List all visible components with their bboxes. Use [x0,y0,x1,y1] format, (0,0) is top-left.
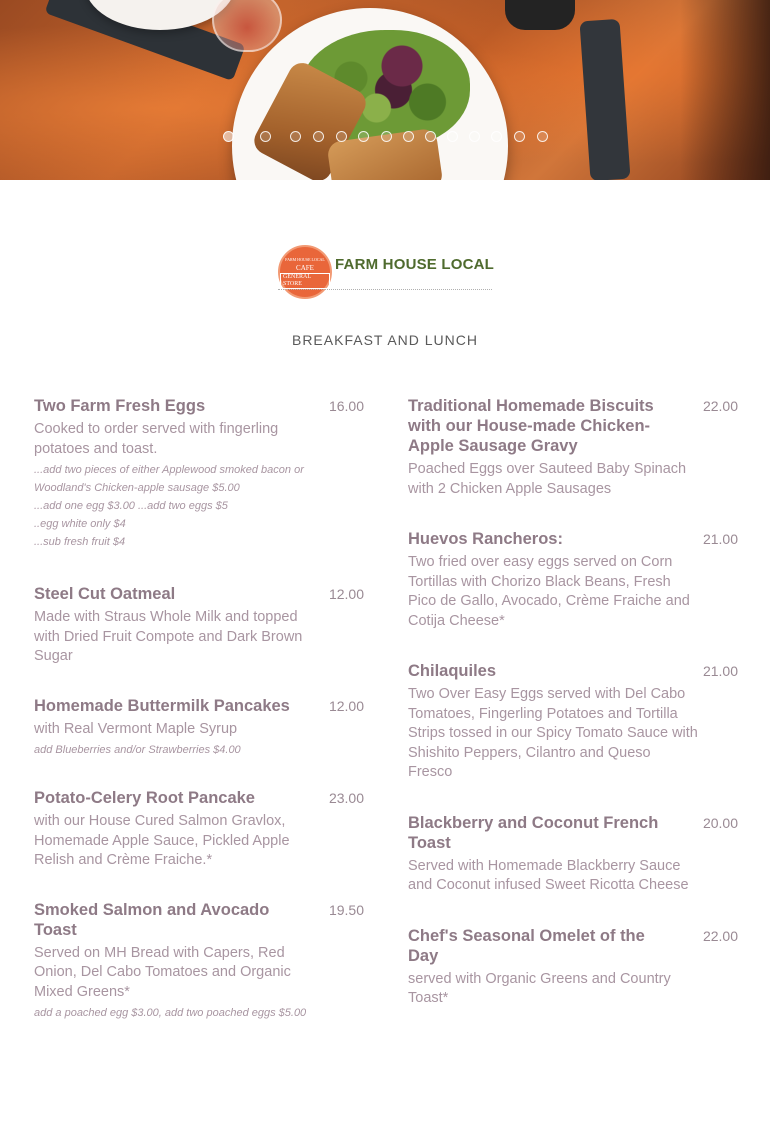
menu-item-description: Two Over Easy Eggs served with Del Cabo Tomatoes, Fingerling Potatoes and Tortilla Strips tossed in our Spicy Tomato Sauce with Shishito Peppers, Cilantro and Queso Fresco [408,686,698,780]
menu-item-notes [34,461,364,551]
menu-item-price: 20.00 [702,814,738,831]
menu-item-notes [34,1004,364,1022]
menu-item-description: with Real Vermont Maple Syrup [34,720,238,737]
menu-item-note: ...sub fresh fruit $4 [34,536,126,548]
slider-dot[interactable] [514,131,525,142]
menu-item-header [408,661,738,681]
menu-item-header [408,926,738,966]
menu-item-name: Traditional Homemade Biscuits with our House-made Chicken-Apple Sausage Gravy [408,397,654,455]
badge-mid-text: CAFE [296,263,314,272]
menu-item-description: Cooked to order served with fingerling potatoes and toast. [34,421,279,457]
menu-item-description: served with Organic Greens and Country Toast* [408,970,671,1006]
slider-dot[interactable] [381,131,392,142]
menu-item-description: Made with Straus Whole Milk and topped with Dried Fruit Compote and Dark Brown Sugar [34,609,303,664]
menu-item [34,696,364,760]
farm-house-local-logo[interactable] [278,245,495,301]
slider-dot[interactable] [447,131,458,142]
napkin-decoration [579,19,630,180]
menu-item [408,926,738,1009]
slider-dot[interactable] [223,131,234,142]
section-heading: BREAKFAST AND LUNCH [291,332,478,348]
menu-item-name: Huevos Rancheros: [408,530,563,548]
menu-item-description: with our House Cured Salmon Gravlox, Homemade Apple Sauce, Pickled Apple Relish and Crème Fraiche.* [34,813,290,868]
menu-item-note: ...add two pieces of either Applewood smoked bacon or Woodland's Chicken-apple sausage $5.00 [34,464,304,494]
menu-item-name: Chilaquiles [408,662,497,680]
menu-item [34,396,364,551]
menu-item-price: 16.00 [328,398,364,414]
menu-item-price: 19.50 [328,901,364,918]
badge-top-text: FARM HOUSE LOCAL [285,256,325,262]
menu-item-description: Two fried over easy eggs served on Corn Tortillas with Chorizo Black Beans, Fresh Pico de Gallo, Avocado, Crème Fraiche and Cotija Cheese* [408,554,690,629]
menu-item [408,661,738,783]
slider-dot[interactable] [491,131,502,142]
hero-slideshow [0,0,770,180]
menu-item-price: 21.00 [702,531,738,547]
menu-item-name: Steel Cut Oatmeal [34,585,176,603]
menu-item-name: Chef's Seasonal Omelet of the Day [408,926,645,965]
menu-item-header [34,788,364,808]
menu-item-price: 12.00 [328,586,364,602]
menu-item-price: 22.00 [702,927,738,944]
menu-item-description: Served with Homemade Blackberry Sauce and Coconut infused Sweet Ricotta Cheese [408,857,689,893]
menu-item-price: 12.00 [328,697,364,714]
menu-item-description: Served on MH Bread with Capers, Red Onion, Del Cabo Tomatoes and Organic Mixed Greens* [34,944,291,1000]
slider-dot[interactable] [403,131,414,142]
menu-item-price: 22.00 [702,398,738,414]
menu-item-price: 21.00 [702,663,738,679]
mug-decoration [505,0,575,30]
slider-dot[interactable] [537,131,548,142]
slider-dot[interactable] [290,131,301,142]
hero-shadow [680,0,770,180]
menu-item [34,788,364,871]
menu-item-notes [34,741,364,759]
logo-divider [278,289,492,290]
slider-dot[interactable] [336,131,347,142]
menu-item-header [408,529,738,549]
menu-item-header [34,900,364,940]
menu-item-note: ...add one egg $3.00 ...add two eggs $5 [34,500,228,512]
menu-item [34,584,364,667]
menu-item-name: Smoked Salmon and Avocado Toast [34,900,270,939]
menu-item-price: 23.00 [328,790,364,806]
menu-item-note: add Blueberries and/or Strawberries $4.00 [34,744,241,756]
menu-column-left [34,396,364,1022]
menu-item-name: Two Farm Fresh Eggs [34,397,206,415]
logo-badge-icon [278,245,332,299]
menu-item-note: ..egg white only $4 [34,518,126,530]
menu-item-name: Potato-Celery Root Pancake [34,789,255,807]
menu-column-right [408,396,738,1009]
menu-item-header [408,813,738,853]
wine-glass-decoration [212,0,282,52]
menu-item-header [34,696,364,716]
menu-item [408,529,738,631]
menu-item-header [34,584,364,604]
brand-name: FARM HOUSE LOCAL [335,256,495,273]
slider-dot[interactable] [358,131,369,142]
slider-dot[interactable] [425,131,436,142]
menu-item-note: add a poached egg $3.00, add two poached eggs $5.00 [34,1007,307,1019]
menu-item [408,396,738,499]
badge-bottom-text: GENERAL STORE [280,273,330,289]
menu-item-name: Homemade Buttermilk Pancakes [34,696,290,715]
slider-dot[interactable] [313,131,324,142]
slider-dot[interactable] [469,131,480,142]
menu-item-name: Blackberry and Coconut French Toast [408,813,659,852]
menu-item-header [34,396,364,416]
slider-pagination [0,131,770,143]
menu-item [34,900,364,1023]
menu-item-header [408,396,738,456]
menu-item [408,813,738,896]
menu-item-description: Poached Eggs over Sauteed Baby Spinach with 2 Chicken Apple Sausages [408,461,687,497]
slider-dot[interactable] [260,131,271,142]
